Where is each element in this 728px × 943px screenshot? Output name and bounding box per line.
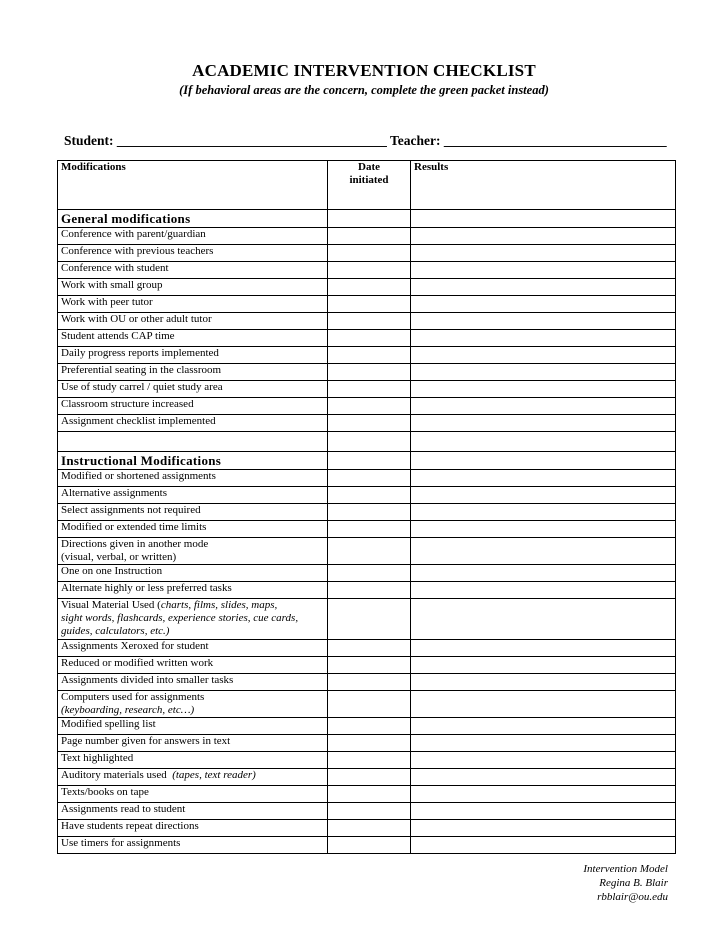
date-cell[interactable] (328, 470, 411, 487)
results-cell[interactable] (411, 313, 676, 330)
section-heading: General modifications (58, 210, 328, 228)
results-cell[interactable] (411, 347, 676, 364)
item-label: Modified or extended time limits (58, 521, 328, 538)
date-cell[interactable] (328, 296, 411, 313)
item-label: Daily progress reports implemented (58, 347, 328, 364)
results-cell[interactable] (411, 381, 676, 398)
footer-email: rbblair@ou.edu (597, 891, 668, 903)
teacher-label: Teacher: (390, 133, 441, 148)
table-row (58, 820, 676, 837)
table-row (58, 786, 676, 803)
table-row (58, 837, 676, 854)
item-label: Visual Material Used (charts, films, slides, maps, sight words, flashcards, experience stories, cue cards, guides, calculators, etc.) (58, 599, 328, 640)
table-row (58, 735, 676, 752)
results-cell[interactable] (411, 364, 676, 381)
teacher-field[interactable]: _________________________________ (443, 133, 667, 148)
item-label: Use timers for assignments (58, 837, 328, 854)
date-cell[interactable] (328, 640, 411, 657)
table-row (58, 565, 676, 582)
date-cell[interactable] (328, 415, 411, 432)
table-row (58, 487, 676, 504)
section-heading: Instructional Modifications (58, 452, 328, 470)
date-cell[interactable] (328, 582, 411, 599)
table-row (58, 279, 676, 296)
spacer-row (58, 432, 676, 452)
item-label: Conference with previous teachers (58, 245, 328, 262)
date-cell[interactable] (328, 803, 411, 820)
table-row (58, 538, 676, 565)
date-cell[interactable] (328, 452, 411, 470)
results-cell[interactable] (411, 452, 676, 470)
item-label: Work with peer tutor (58, 296, 328, 313)
table-row (58, 228, 676, 245)
date-cell[interactable] (328, 381, 411, 398)
table-row (58, 674, 676, 691)
item-label: Assignments read to student (58, 803, 328, 820)
student-field[interactable]: ________________________________________ (116, 133, 387, 148)
date-cell[interactable] (328, 504, 411, 521)
page-title: ACADEMIC INTERVENTION CHECKLIST (192, 61, 536, 80)
table-row (58, 657, 676, 674)
results-cell[interactable] (411, 504, 676, 521)
results-cell[interactable] (411, 415, 676, 432)
item-label: Have students repeat directions (58, 820, 328, 837)
date-cell[interactable] (328, 735, 411, 752)
date-cell[interactable] (328, 487, 411, 504)
table-row (58, 313, 676, 330)
results-cell[interactable] (411, 582, 676, 599)
date-cell[interactable] (328, 769, 411, 786)
table-row (58, 415, 676, 432)
date-cell[interactable] (328, 210, 411, 228)
item-label: Work with small group (58, 279, 328, 296)
results-cell[interactable] (411, 837, 676, 854)
item-label: Assignment checklist implemented (58, 415, 328, 432)
date-cell[interactable] (328, 674, 411, 691)
results-cell[interactable] (411, 718, 676, 735)
date-cell[interactable] (328, 347, 411, 364)
date-cell[interactable] (328, 330, 411, 347)
results-cell[interactable] (411, 538, 676, 565)
date-cell[interactable] (328, 432, 411, 452)
date-cell[interactable] (328, 538, 411, 565)
results-cell[interactable] (411, 565, 676, 582)
results-cell[interactable] (411, 752, 676, 769)
results-cell[interactable] (411, 657, 676, 674)
results-cell[interactable] (411, 786, 676, 803)
item-label: Assignments Xeroxed for student (58, 640, 328, 657)
item-label: Text highlighted (58, 752, 328, 769)
date-cell[interactable] (328, 521, 411, 538)
results-cell[interactable] (411, 432, 676, 452)
date-cell[interactable] (328, 837, 411, 854)
results-cell[interactable] (411, 487, 676, 504)
item-label: Alternative assignments (58, 487, 328, 504)
student-label: Student: (64, 133, 114, 148)
table-row (58, 245, 676, 262)
results-cell[interactable] (411, 262, 676, 279)
results-cell[interactable] (411, 803, 676, 820)
table-row (58, 582, 676, 599)
date-cell[interactable] (328, 245, 411, 262)
results-cell[interactable] (411, 820, 676, 837)
item-label: Reduced or modified written work (58, 657, 328, 674)
item-label: Assignments divided into smaller tasks (58, 674, 328, 691)
item-label: Modified spelling list (58, 718, 328, 735)
date-cell[interactable] (328, 718, 411, 735)
blank-cell (58, 432, 328, 452)
item-label: Conference with parent/guardian (58, 228, 328, 245)
item-label: Work with OU or other adult tutor (58, 313, 328, 330)
table-row (58, 296, 676, 313)
results-cell[interactable] (411, 210, 676, 228)
date-cell[interactable] (328, 786, 411, 803)
item-label: Texts/books on tape (58, 786, 328, 803)
date-cell[interactable] (328, 657, 411, 674)
footer-author: Regina B. Blair (599, 877, 668, 889)
results-cell[interactable] (411, 691, 676, 718)
results-cell[interactable] (411, 735, 676, 752)
results-cell[interactable] (411, 245, 676, 262)
checklist-table (57, 160, 676, 854)
results-cell[interactable] (411, 769, 676, 786)
date-cell[interactable] (328, 565, 411, 582)
table-row (58, 691, 676, 718)
item-label: Student attends CAP time (58, 330, 328, 347)
results-cell[interactable] (411, 521, 676, 538)
item-label: Alternate highly or less preferred tasks (58, 582, 328, 599)
date-cell[interactable] (328, 279, 411, 296)
table-row (58, 364, 676, 381)
results-cell[interactable] (411, 398, 676, 415)
date-cell[interactable] (328, 820, 411, 837)
item-label: Computers used for assignments (keyboarding, research, etc…) (58, 691, 328, 718)
col-header-results: Results (411, 161, 676, 210)
table-row (58, 347, 676, 364)
section-row-instructional (58, 452, 676, 470)
item-label: Conference with student (58, 262, 328, 279)
date-cell[interactable] (328, 228, 411, 245)
table-row (58, 262, 676, 279)
date-cell[interactable] (328, 752, 411, 769)
results-cell[interactable] (411, 640, 676, 657)
col-header-modifications: Modifications (58, 161, 328, 210)
header-row (58, 161, 676, 210)
results-cell[interactable] (411, 330, 676, 347)
table-row (58, 640, 676, 657)
table-row (58, 718, 676, 735)
page-subtitle: (If behavioral areas are the concern, complete the green packet instead) (179, 83, 549, 97)
results-cell[interactable] (411, 296, 676, 313)
table-row (58, 381, 676, 398)
item-label: Use of study carrel / quiet study area (58, 381, 328, 398)
table-row (58, 521, 676, 538)
table-row (58, 330, 676, 347)
date-cell[interactable] (328, 691, 411, 718)
results-cell[interactable] (411, 674, 676, 691)
table-row (58, 504, 676, 521)
footer-model: Intervention Model (583, 863, 668, 875)
item-label: Preferential seating in the classroom (58, 364, 328, 381)
table-row (58, 752, 676, 769)
col-header-date: Date initiated (328, 161, 411, 210)
table-row (58, 398, 676, 415)
date-cell[interactable] (328, 599, 411, 640)
results-cell[interactable] (411, 279, 676, 296)
item-label: Modified or shortened assignments (58, 470, 328, 487)
item-label: Auditory materials used (tapes, text reader) (58, 769, 328, 786)
table-row (58, 769, 676, 786)
item-label: One on one Instruction (58, 565, 328, 582)
item-label: Directions given in another mode (visual, verbal, or written) (58, 538, 328, 565)
date-cell[interactable] (328, 364, 411, 381)
date-cell[interactable] (328, 262, 411, 279)
item-label: Page number given for answers in text (58, 735, 328, 752)
table-row (58, 470, 676, 487)
table-row (58, 803, 676, 820)
item-label: Classroom structure increased (58, 398, 328, 415)
results-cell[interactable] (411, 228, 676, 245)
section-row-general (58, 210, 676, 228)
date-cell[interactable] (328, 313, 411, 330)
results-cell[interactable] (411, 599, 676, 640)
footer-credit (500, 862, 668, 904)
results-cell[interactable] (411, 470, 676, 487)
table-row (58, 599, 676, 640)
item-label: Select assignments not required (58, 504, 328, 521)
student-teacher-line (64, 133, 684, 149)
date-cell[interactable] (328, 398, 411, 415)
